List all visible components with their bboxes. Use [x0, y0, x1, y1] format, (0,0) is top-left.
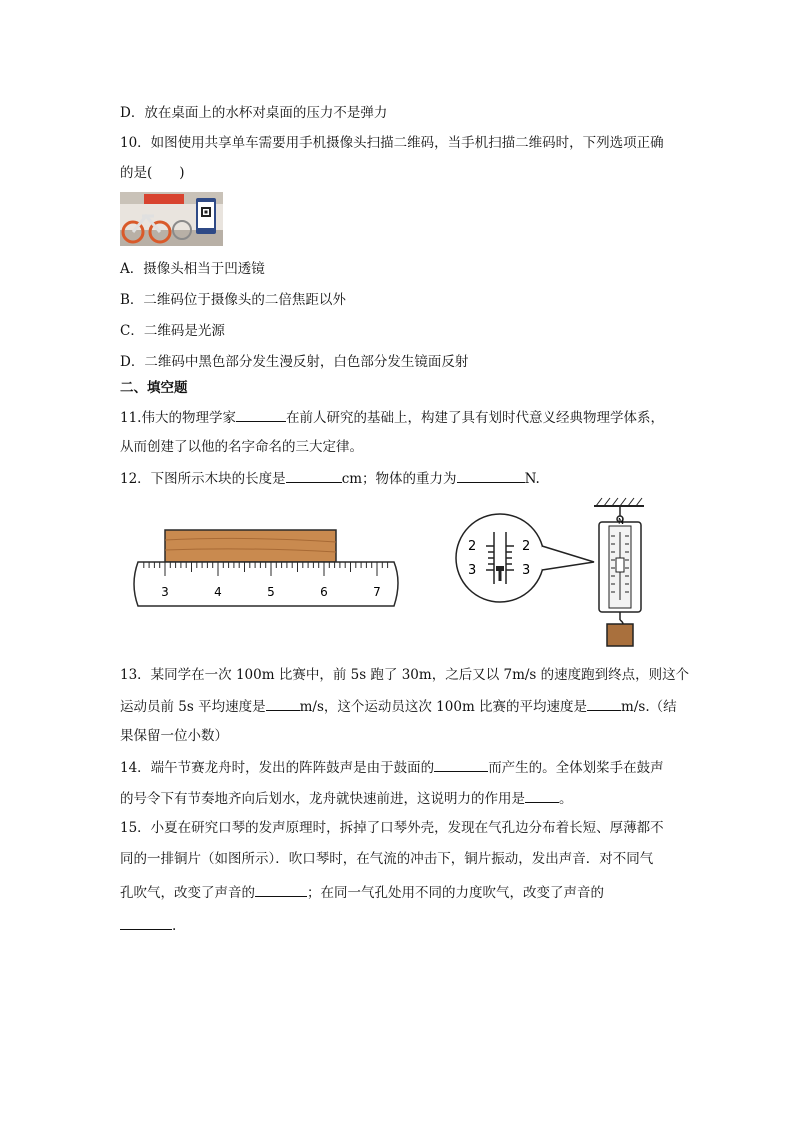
- question-13-line3: 果保留一位小数）: [120, 728, 228, 744]
- question-13: 13．某同学在一次 100m 比赛中，前 5s 跑了 30m，之后又以 7m/s 的速度跑到终点，则这个: [120, 667, 690, 683]
- zoom-label-right-3: 3: [522, 563, 531, 578]
- question-15: 15．小夏在研究口琴的发声原理时，拆掉了口琴外壳，发现在气孔边分布着长短、厚薄都不: [120, 820, 664, 836]
- q14-blank-second: [525, 788, 559, 803]
- ruler-label-3: 3: [161, 585, 169, 599]
- ruler-label-6: 6: [320, 585, 328, 599]
- q14-blank-first: [434, 757, 488, 772]
- q12-text-a: 12．下图所示木块的长度是: [120, 471, 286, 487]
- zoom-label-right-2: 2: [522, 539, 531, 554]
- q15-text-a: 孔吹气，改变了声音的: [120, 885, 255, 901]
- section-heading-fill-blank: 二、填空题: [120, 380, 188, 396]
- q15-blank-second: [120, 915, 172, 930]
- scale-hook-label: N: [618, 517, 624, 526]
- question-15-line4: [120, 915, 176, 935]
- option-9d: D．放在桌面上的水杯对桌面的压力不是弹力: [120, 105, 388, 121]
- q12-text-c: N.: [524, 471, 540, 487]
- question-11-cont: 从而创建了以他的名字命名的三大定律。: [120, 439, 363, 455]
- q11-text-b: 在前人研究的基础上，构建了具有划时代意义经典物理学体系，: [285, 410, 664, 426]
- ruler-label-4: 4: [214, 585, 222, 599]
- question-15-line2: 同的一排铜片（如图所示）．吹口琴时，在气流的冲击下，铜片振动，发出声音．对不同气: [120, 851, 654, 867]
- q14-text-b: 而产生的。全体划桨手在鼓声: [488, 760, 664, 776]
- q14-text-a: 14．端午节赛龙舟时，发出的阵阵鼓声是由于鼓面的: [120, 760, 435, 776]
- question-14: [120, 757, 664, 777]
- zoom-label-left-2: 2: [468, 539, 477, 554]
- q12-blank-length: [286, 468, 342, 483]
- q11-blank: [236, 407, 286, 422]
- question-10-stem-cont: 的是( ): [120, 165, 185, 181]
- q14-text-c: 的号令下有节奏地齐向后划水，龙舟就快速前进，这说明力的作用是: [120, 791, 525, 807]
- q15-text-b: ；在同一气孔处用不同的力度吹气，改变了声音的: [307, 885, 604, 901]
- q13-blank-second: [587, 696, 621, 711]
- spring-scale-figure: [452, 492, 652, 652]
- option-10d: D．二维码中黑色部分发生漫反射，白色部分发生镜面反射: [120, 354, 469, 370]
- ruler-figure: [128, 522, 404, 614]
- question-11: [120, 407, 664, 427]
- ruler-label-5: 5: [267, 585, 275, 599]
- option-10b: B．二维码位于摄像头的二倍焦距以外: [120, 292, 346, 308]
- q15-text-c: .: [172, 918, 177, 934]
- ruler-label-7: 7: [373, 585, 381, 599]
- q12-blank-weight: [457, 468, 525, 483]
- question-15-line3: [120, 882, 604, 902]
- q15-blank-first: [255, 882, 307, 897]
- option-10a: A．摄像头相当于凹透镜: [120, 261, 265, 277]
- question-14-line2: [120, 788, 573, 808]
- zoom-label-left-3: 3: [468, 563, 477, 578]
- q13-text-a: 运动员前 5s 平均速度是: [120, 699, 266, 715]
- q12-text-b: cm；物体的重力为: [341, 471, 457, 487]
- q13-text-b: m/s，这个运动员这次 100m 比赛的平均速度是: [299, 699, 588, 715]
- question-10-stem: 10．如图使用共享单车需要用手机摄像头扫描二维码，当手机扫描二维码时，下列选项正确: [120, 135, 664, 151]
- question-13-line2: [120, 696, 677, 716]
- q13-text-c: m/s.（结: [621, 699, 677, 715]
- q13-blank-first: [266, 696, 300, 711]
- q14-text-d: 。: [559, 791, 573, 807]
- q11-text-a: 11.伟大的物理学家: [120, 410, 236, 426]
- question-12: [120, 468, 540, 488]
- option-10c: C．二维码是光源: [120, 323, 225, 339]
- shared-bike-photo: [120, 192, 223, 246]
